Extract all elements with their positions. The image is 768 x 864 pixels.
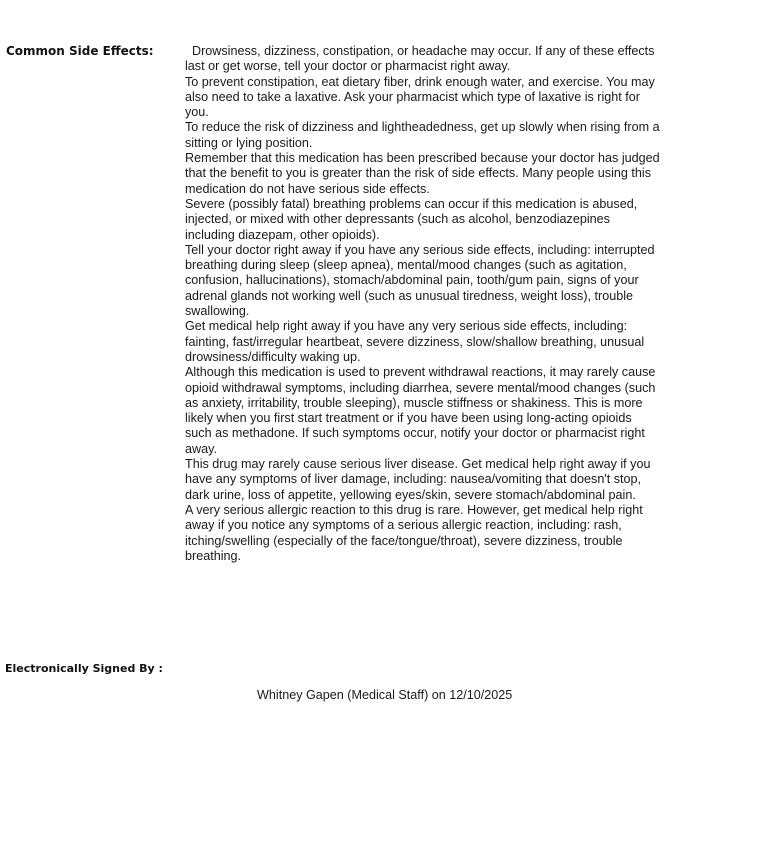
signature-value: Whitney Gapen (Medical Staff) on 12/10/2025 — [257, 688, 513, 702]
side-effects-paragraph: To prevent constipation, eat dietary fiber, drink enough water, and exercise. You may also need to take a laxative. Ask your pharmacist which type of laxative is right for you. — [185, 74, 655, 120]
side-effects-paragraph: This drug may rarely cause serious liver disease. Get medical help right away if you have any symptoms of liver damage, including: nausea/vomiting that doesn't stop, dark urine, loss of appetite, yellowing eyes/skin, severe stomach/abdominal pain. — [185, 457, 651, 502]
side-effects-paragraph: Although this medication is used to prevent withdrawal reactions, it may rarely cause opioid withdrawal symptoms, including diarrhea, severe mental/mood changes (such as anxiety, irritability, trouble sleeping), muscle stiffness or shakiness. This is more likely when you first start treatment or if you have been using long-acting opioids such as methadone. If such symptoms occur, notify your doctor or pharmacist right away. — [185, 365, 656, 456]
side-effects-paragraph: Drowsiness, dizziness, constipation, or headache may occur. If any of these effects last or get worse, tell your doctor or pharmacist right away. — [185, 44, 655, 74]
side-effects-paragraph: Remember that this medication has been prescribed because your doctor has judged that the benefit to you is greater than the risk of side effects. Many people using this medication do not have serious side effects. — [185, 151, 660, 196]
side-effects-body — [185, 44, 660, 564]
side-effects-paragraph: Tell your doctor right away if you have any serious side effects, including: interrupted breathing during sleep (sleep apnea), mental/mood changes (such as agitation, confusion, hallucinations), stomach/abdominal pain, tooth/gum pain, signs of your adrenal glands not working well (such as unusual tiredness, weight loss), trouble swallowing. — [185, 242, 655, 319]
side-effects-paragraph: A very serious allergic reaction to this drug is rare. However, get medical help right away if you notice any symptoms of a serious allergic reaction, including: rash, itching/swelling (especially of the face/tongue/throat), severe dizziness, trouble breathing. — [185, 502, 643, 563]
signature-label: Electronically Signed By : — [5, 662, 163, 675]
side-effects-paragraph: To reduce the risk of dizziness and lightheadedness, get up slowly when rising from a sitting or lying position. — [185, 120, 660, 150]
side-effects-paragraph: Severe (possibly fatal) breathing problems can occur if this medication is abused, injected, or mixed with other depressants (such as alcohol, benzodiazepines including diazepam, other opioids). — [185, 196, 638, 242]
side-effects-paragraph: Get medical help right away if you have any very serious side effects, including: fainting, fast/irregular heartbeat, severe dizziness, slow/shallow breathing, unusual drowsiness/difficulty waking up. — [185, 319, 645, 364]
side-effects-label: Common Side Effects: — [6, 44, 154, 58]
